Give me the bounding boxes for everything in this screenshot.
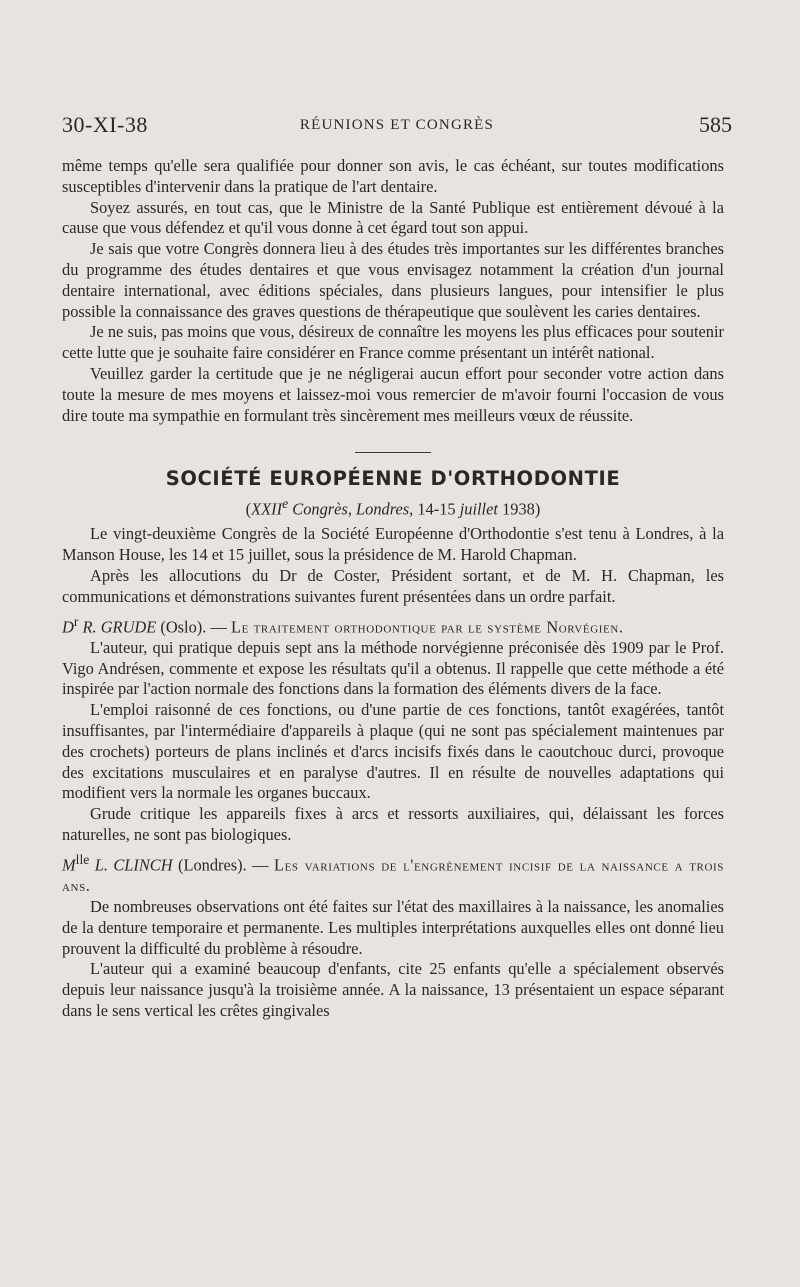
letter-paragraph: même temps qu'elle sera qualifiée pour donner son avis, le cas échéant, sur toutes modifications susceptibles d'intervenir dans la pratique de l'art dentaire.	[62, 156, 724, 196]
letter-paragraph: Je sais que votre Congrès donnera lieu à des études très importantes sur les différentes branches du programme des études dentaires et que vous envisagez notamment la création d'un journal dentaire international, avec éditions spéciales, dans plusieurs langues, pour intensifier le plus possible la connaissance des graves questions de thérapeutique que soulèvent les caries dentaires.	[62, 239, 724, 321]
section-title: SOCIÉTÉ EUROPÉENNE D'ORTHODONTIE	[165, 467, 621, 491]
intro-paragraph: Après les allocutions du Dr de Coster, Président sortant, et de M. H. Chapman, les communications et démonstrations suivantes furent présentées dans un ordre parfait.	[62, 566, 724, 606]
letter-paragraph: Je ne suis, pas moins que vous, désireux de connaître les moyens les plus efficaces pour soutenir cette lutte que je souhaite faire considérer en France comme présentant un intérêt national.	[62, 322, 724, 363]
talk-place: (Londres). —	[178, 855, 269, 875]
section-subtitle	[62, 494, 724, 520]
talk-heading	[62, 850, 724, 897]
talk-paragraph: Grude critique les appareils fixes à arcs et ressorts auxiliaires, qui, délaissant les forces naturelles, ne sont pas biologiques.	[62, 804, 724, 845]
talk-author: L. CLINCH	[94, 855, 173, 875]
page-number: 585	[699, 112, 732, 137]
letter-paragraph: Soyez assurés, en tout cas, que le Ministre de la Santé Publique est entièrement dévoué à la cause que vous défendez et qu'il vous donne à cet égard tout son appui.	[62, 197, 724, 238]
talk-place: (Oslo). —	[160, 617, 227, 637]
talk-title-prefix-sup: r	[73, 613, 79, 629]
running-head	[62, 112, 732, 142]
talk-heading	[62, 612, 724, 638]
talk-title: Le traitement orthodontique par le système Norvégien.	[230, 617, 624, 637]
subtitle-congress: XXII	[251, 499, 283, 519]
subtitle-sup: e	[282, 496, 289, 512]
subtitle-month: juillet	[459, 499, 498, 519]
talk-author: R. GRUDE	[82, 617, 157, 637]
subtitle-year: 1938)	[502, 499, 541, 519]
talk-title-prefix: M	[62, 855, 76, 875]
talk-paragraph: L'emploi raisonné de ces fonctions, ou d'une partie de ces fonctions, tantôt exagérées, tantôt insuffisantes, par l'intermédiaire d'appareils à plaque (qui ne sont pas spécialement maintenues par des crochets) porteurs de plans inclinés et d'arcs incisifs fixés dans le caoutchouc durci, provoque des excitations musculaires et en paralyse d'autres. Il en résulte de nouvelles adaptations qui modifient vers la normale les organes buccaux.	[62, 700, 724, 803]
intro-paragraph: Le vingt-deuxième Congrès de la Société Européenne d'Orthodontie s'est tenu à Londres, à la Manson House, les 14 et 15 juillet, sous la présidence de M. Harold Chapman.	[62, 524, 724, 565]
subtitle-italic: Congrès, Londres,	[292, 499, 414, 519]
talk-title-prefix: D	[62, 617, 74, 637]
section-divider	[355, 452, 431, 453]
header-date: 30-XI-38	[62, 112, 148, 137]
talk-paragraph: De nombreuses observations ont été faites sur l'état des maxillaires à la naissance, les anomalies de la denture temporaire et permanente. Les multiples interprétations auxquelles elles ont donné lieu prouvent la difficulté du problème à résoudre.	[62, 896, 724, 958]
page-body	[62, 156, 724, 1022]
letter-paragraph: Veuillez garder la certitude que je ne négligerai aucun effort pour seconder votre action dans toute la mesure de mes moyens et laissez-moi vous remercier de m'avoir fourni l'occasion de vous dire toute ma sympathie en formulant très sincèrement mes meilleurs vœux de réussite.	[62, 363, 724, 425]
subtitle-open: (	[245, 499, 252, 519]
talk-title-prefix-sup: lle	[75, 851, 90, 867]
header-section-title: RÉUNIONS ET CONGRÈS	[299, 117, 495, 133]
talk-paragraph: L'auteur, qui pratique depuis sept ans la méthode norvégienne préconisée dès 1909 par le Prof. Vigo Andrésen, commente et expose les résultats qu'il a obtenus. Il rappelle que cette méthode a été inspirée par l'action normale des fonctions dans la formation des éléments divers de la face.	[62, 637, 724, 699]
talk-title: Les variations de l'engrènement incisif de la naissance a trois ans.	[62, 855, 724, 896]
talk-paragraph: L'auteur qui a examiné beaucoup d'enfants, cite 25 enfants qu'elle a spécialement observés depuis leur naissance jusqu'à la troisième année. A la naissance, 13 présentaient un espace séparant dans le sens vertical les crêtes gingivales	[62, 959, 724, 1020]
subtitle-dates: 14-15	[417, 499, 456, 519]
